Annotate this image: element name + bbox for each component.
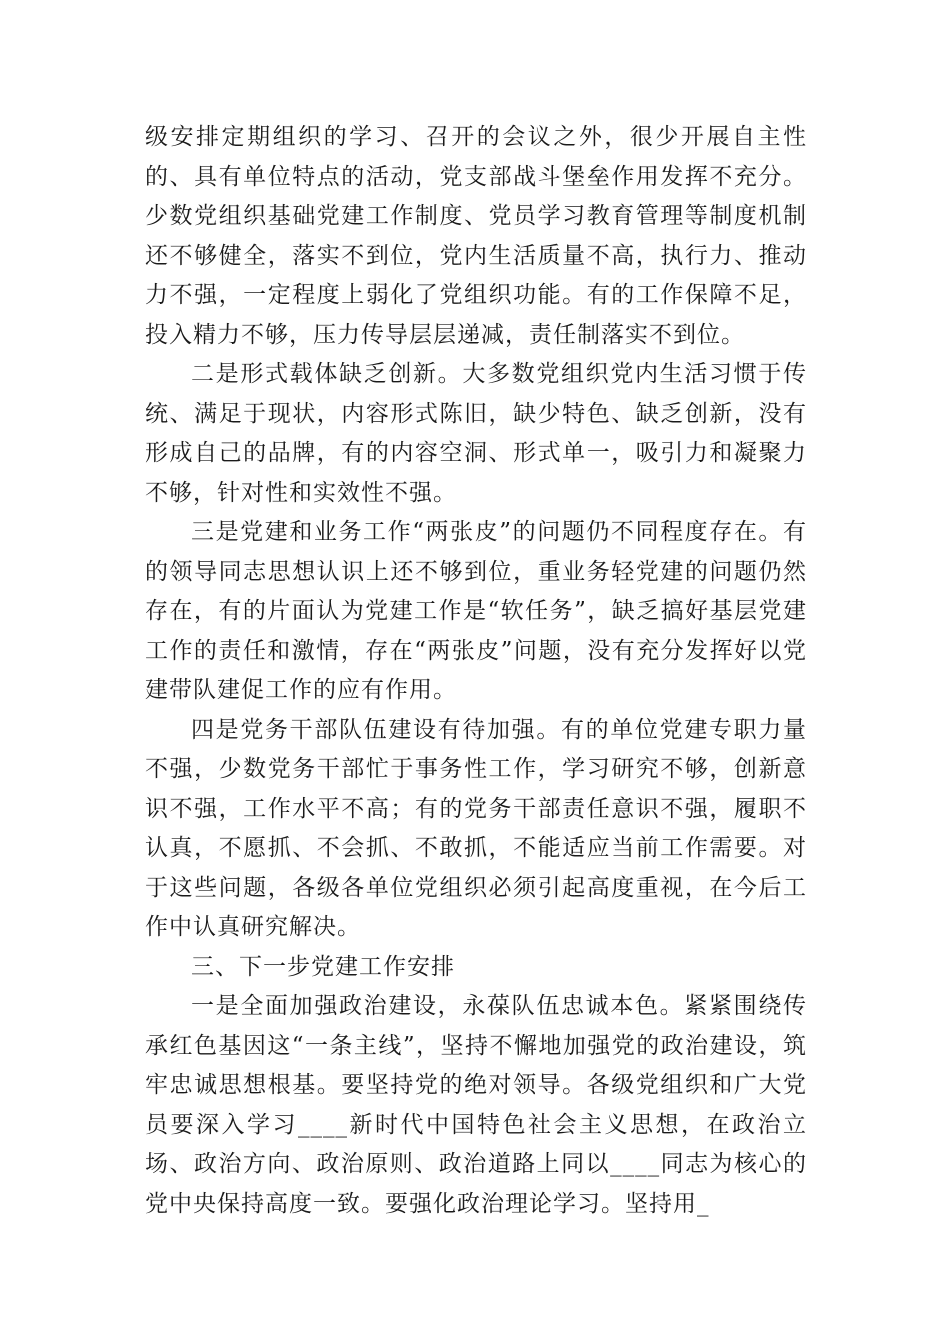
- paragraph-6: 一是全面加强政治建设，永葆队伍忠诚本色。紧紧围绕传承红色基因这“一条主线”，坚持不懈地加强党的政治建设，筑牢忠诚思想根基。要坚持党的绝对领导。各级党组织和广大党员要深入学习____新时代中国特色社会主义思想，在政治立场、政治方向、政治原则、政治道路上同以____同志为核心的党中央保持高度一致。要强化政治理论学习。坚持用_: [145, 993, 807, 1217]
- paragraph-1: 级安排定期组织的学习、召开的会议之外，很少开展自主性的、具有单位特点的活动，党支部战斗堡垒作用发挥不充分。少数党组织基础党建工作制度、党员学习教育管理等制度机制还不够健全，落实不到位，党内生活质量不高，执行力、推动力不强，一定程度上弱化了党组织功能。有的工作保障不足，投入精力不够，压力传导层层递减，责任制落实不到位。: [145, 124, 807, 348]
- paragraph-3: 三是党建和业务工作“两张皮”的问题仍不同程度存在。有的领导同志思想认识上还不够到位，重业务轻党建的问题仍然存在，有的片面认为党建工作是“软任务”，缺乏搞好基层党建工作的责任和激情，存在“两张皮”问题，没有充分发挥好以党建带队建促工作的应有作用。: [145, 519, 807, 703]
- paragraph-2: 二是形式载体缺乏创新。大多数党组织党内生活习惯于传统、满足于现状，内容形式陈旧，缺少特色、缺乏创新，没有形成自己的品牌，有的内容空洞、形式单一，吸引力和凝聚力不够，针对性和实效性不强。: [145, 361, 807, 506]
- document-body: [145, 118, 807, 1224]
- section-heading: 三、下一步党建工作安排: [191, 953, 455, 980]
- paragraph-4: 四是党务干部队伍建设有待加强。有的单位党建专职力量不强，少数党务干部忙于事务性工作，学习研究不够，创新意识不强，工作水平不高；有的党务干部责任意识不强，履职不认真，不愿抓、不会抓、不敢抓，不能适应当前工作需要。对于这些问题，各级各单位党组织必须引起高度重视，在今后工作中认真研究解决。: [145, 716, 807, 940]
